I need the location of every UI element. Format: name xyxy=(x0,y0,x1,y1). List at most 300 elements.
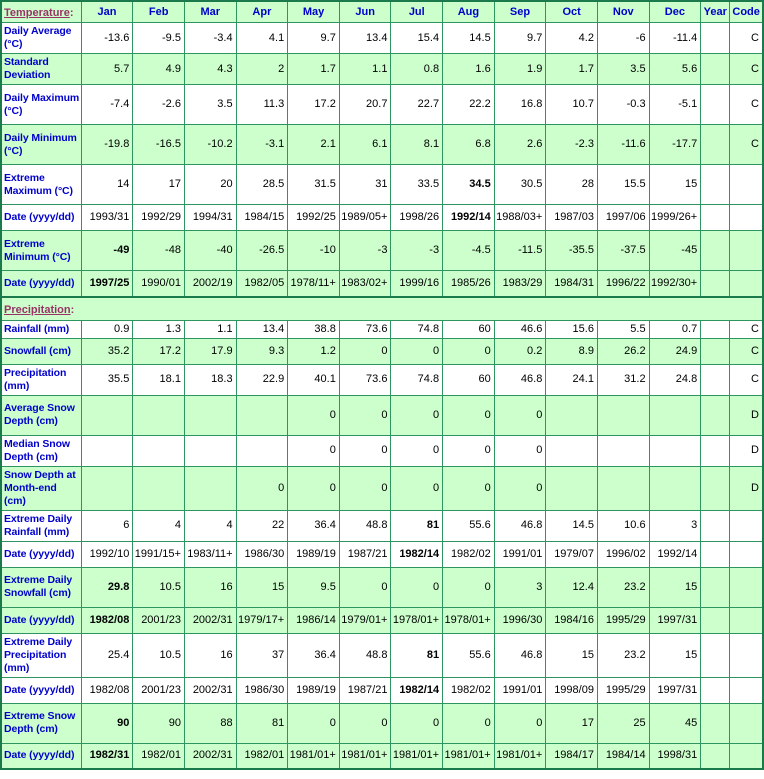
value-cell-feb: 1992/29 xyxy=(133,205,185,231)
code-cell xyxy=(730,607,763,633)
value-cell-jul: 22.7 xyxy=(391,85,443,125)
value-cell-may: 1978/11+ xyxy=(288,271,340,297)
value-cell-oct: -2.3 xyxy=(546,125,598,165)
value-cell-may: -10 xyxy=(288,231,340,271)
value-cell-nov: 1996/22 xyxy=(597,271,649,297)
year-cell xyxy=(701,743,730,769)
code-cell: C xyxy=(730,85,763,125)
value-cell-jan: 29.8 xyxy=(81,567,133,607)
value-cell-jan: 5.7 xyxy=(81,54,133,85)
row-label: Extreme Snow Depth (cm) xyxy=(1,703,81,743)
code-cell: D xyxy=(730,395,763,435)
table-row xyxy=(1,677,763,703)
code-cell: C xyxy=(730,364,763,395)
value-cell-aug: -4.5 xyxy=(443,231,495,271)
value-cell-oct: 4.2 xyxy=(546,23,598,54)
month-header-jan: Jan xyxy=(81,1,133,23)
value-cell-jun: 73.6 xyxy=(339,364,391,395)
table-row xyxy=(1,165,763,205)
value-cell-jun: 1987/21 xyxy=(339,541,391,567)
month-header-oct: Oct xyxy=(546,1,598,23)
value-cell-feb: 1.3 xyxy=(133,320,185,338)
value-cell-may: 0 xyxy=(288,703,340,743)
value-cell-feb: 17 xyxy=(133,165,185,205)
year-cell xyxy=(701,271,730,297)
value-cell-dec: 15 xyxy=(649,633,701,677)
value-cell-jan: -13.6 xyxy=(81,23,133,54)
value-cell-jun: 0 xyxy=(339,435,391,466)
value-cell-jul: 1978/01+ xyxy=(391,607,443,633)
value-cell-nov: 1997/06 xyxy=(597,205,649,231)
value-cell-dec: 24.8 xyxy=(649,364,701,395)
value-cell-apr: 4.1 xyxy=(236,23,288,54)
month-header-nov: Nov xyxy=(597,1,649,23)
value-cell-mar xyxy=(184,395,236,435)
value-cell-mar: 4 xyxy=(184,510,236,541)
table-row xyxy=(1,607,763,633)
value-cell-apr: 1986/30 xyxy=(236,541,288,567)
temperature-link[interactable]: Temperature: xyxy=(4,7,74,19)
value-cell-aug: 1982/02 xyxy=(443,677,495,703)
value-cell-apr: -3.1 xyxy=(236,125,288,165)
value-cell-feb: -16.5 xyxy=(133,125,185,165)
year-cell xyxy=(701,85,730,125)
temperature-header-cell xyxy=(1,1,81,23)
month-header-dec: Dec xyxy=(649,1,701,23)
value-cell-oct: 15 xyxy=(546,633,598,677)
value-cell-oct: 1984/31 xyxy=(546,271,598,297)
table-row xyxy=(1,320,763,338)
value-cell-sep: 9.7 xyxy=(494,23,546,54)
value-cell-jun: 0 xyxy=(339,395,391,435)
value-cell-sep: 0 xyxy=(494,703,546,743)
year-cell xyxy=(701,54,730,85)
code-cell: C xyxy=(730,320,763,338)
table-row xyxy=(1,364,763,395)
code-cell xyxy=(730,165,763,205)
table-row xyxy=(1,567,763,607)
value-cell-mar: -40 xyxy=(184,231,236,271)
row-label: Precipitation (mm) xyxy=(1,364,81,395)
value-cell-jul: 8.1 xyxy=(391,125,443,165)
value-cell-may: 1.7 xyxy=(288,54,340,85)
value-cell-nov: 1996/02 xyxy=(597,541,649,567)
value-cell-jul: 74.8 xyxy=(391,320,443,338)
year-cell xyxy=(701,567,730,607)
value-cell-oct: 10.7 xyxy=(546,85,598,125)
value-cell-sep: 1991/01 xyxy=(494,677,546,703)
month-header-apr: Apr xyxy=(236,1,288,23)
value-cell-jul: 81 xyxy=(391,510,443,541)
table-row xyxy=(1,23,763,54)
value-cell-oct xyxy=(546,466,598,510)
value-cell-may: 36.4 xyxy=(288,633,340,677)
value-cell-apr: 22.9 xyxy=(236,364,288,395)
table-row xyxy=(1,743,763,769)
value-cell-mar: 1983/11+ xyxy=(184,541,236,567)
value-cell-jun: 6.1 xyxy=(339,125,391,165)
value-cell-nov xyxy=(597,435,649,466)
value-cell-nov: -11.6 xyxy=(597,125,649,165)
value-cell-jun: 31 xyxy=(339,165,391,205)
code-cell xyxy=(730,677,763,703)
code-cell: C xyxy=(730,125,763,165)
value-cell-sep: 46.6 xyxy=(494,320,546,338)
value-cell-apr: 1979/17+ xyxy=(236,607,288,633)
value-cell-dec: -5.1 xyxy=(649,85,701,125)
value-cell-nov: 3.5 xyxy=(597,54,649,85)
value-cell-nov: 26.2 xyxy=(597,338,649,364)
value-cell-jul: -3 xyxy=(391,231,443,271)
value-cell-nov: 23.2 xyxy=(597,567,649,607)
year-cell xyxy=(701,231,730,271)
row-label: Median Snow Depth (cm) xyxy=(1,435,81,466)
value-cell-sep: 46.8 xyxy=(494,510,546,541)
value-cell-mar: 17.9 xyxy=(184,338,236,364)
value-cell-jun: 1.1 xyxy=(339,54,391,85)
value-cell-aug: 34.5 xyxy=(443,165,495,205)
row-label: Daily Maximum (°C) xyxy=(1,85,81,125)
month-header-sep: Sep xyxy=(494,1,546,23)
value-cell-mar: 16 xyxy=(184,567,236,607)
value-cell-nov: 15.5 xyxy=(597,165,649,205)
value-cell-nov: -37.5 xyxy=(597,231,649,271)
value-cell-aug: 60 xyxy=(443,320,495,338)
table-row xyxy=(1,271,763,297)
value-cell-nov: 10.6 xyxy=(597,510,649,541)
month-header-jun: Jun xyxy=(339,1,391,23)
value-cell-apr: 1984/15 xyxy=(236,205,288,231)
value-cell-sep: 0 xyxy=(494,395,546,435)
value-cell-jun: 0 xyxy=(339,466,391,510)
value-cell-may: 0 xyxy=(288,395,340,435)
value-cell-mar xyxy=(184,435,236,466)
value-cell-apr: 1982/05 xyxy=(236,271,288,297)
year-cell xyxy=(701,435,730,466)
value-cell-sep: -11.5 xyxy=(494,231,546,271)
value-cell-oct xyxy=(546,395,598,435)
value-cell-jun: -3 xyxy=(339,231,391,271)
year-cell xyxy=(701,466,730,510)
table-row xyxy=(1,54,763,85)
value-cell-feb xyxy=(133,435,185,466)
value-cell-sep: 46.8 xyxy=(494,364,546,395)
value-cell-feb: 1982/01 xyxy=(133,743,185,769)
value-cell-dec: 15 xyxy=(649,567,701,607)
value-cell-nov: 25 xyxy=(597,703,649,743)
value-cell-dec: 1999/26+ xyxy=(649,205,701,231)
value-cell-jul: 1999/16 xyxy=(391,271,443,297)
year-cell xyxy=(701,541,730,567)
value-cell-apr xyxy=(236,395,288,435)
value-cell-dec: 1992/30+ xyxy=(649,271,701,297)
year-cell xyxy=(701,395,730,435)
month-header-jul: Jul xyxy=(391,1,443,23)
value-cell-apr: 13.4 xyxy=(236,320,288,338)
value-cell-mar: 2002/31 xyxy=(184,607,236,633)
table-row xyxy=(1,633,763,677)
value-cell-apr: 28.5 xyxy=(236,165,288,205)
row-label: Date (yyyy/dd) xyxy=(1,743,81,769)
row-label: Snow Depth at Month-end (cm) xyxy=(1,466,81,510)
value-cell-jun: 1989/05+ xyxy=(339,205,391,231)
value-cell-oct: 14.5 xyxy=(546,510,598,541)
value-cell-dec xyxy=(649,466,701,510)
row-label: Standard Deviation xyxy=(1,54,81,85)
table-row xyxy=(1,466,763,510)
value-cell-may: 2.1 xyxy=(288,125,340,165)
value-cell-may: 31.5 xyxy=(288,165,340,205)
value-cell-nov: 31.2 xyxy=(597,364,649,395)
value-cell-apr: -26.5 xyxy=(236,231,288,271)
precipitation-link[interactable]: Precipitation: xyxy=(4,303,75,316)
code-cell xyxy=(730,703,763,743)
value-cell-feb: 2001/23 xyxy=(133,677,185,703)
code-cell: D xyxy=(730,435,763,466)
row-label: Average Snow Depth (cm) xyxy=(1,395,81,435)
value-cell-feb: -48 xyxy=(133,231,185,271)
row-label: Date (yyyy/dd) xyxy=(1,607,81,633)
value-cell-mar: 3.5 xyxy=(184,85,236,125)
value-cell-dec: 0.7 xyxy=(649,320,701,338)
value-cell-sep: 0.2 xyxy=(494,338,546,364)
value-cell-feb: 10.5 xyxy=(133,633,185,677)
row-label: Snowfall (cm) xyxy=(1,338,81,364)
value-cell-mar: 1.1 xyxy=(184,320,236,338)
value-cell-mar: 2002/31 xyxy=(184,677,236,703)
value-cell-dec: 45 xyxy=(649,703,701,743)
value-cell-sep: 46.8 xyxy=(494,633,546,677)
value-cell-aug: 22.2 xyxy=(443,85,495,125)
value-cell-jan: 6 xyxy=(81,510,133,541)
value-cell-aug: 0 xyxy=(443,338,495,364)
value-cell-nov: 5.5 xyxy=(597,320,649,338)
value-cell-aug: 0 xyxy=(443,567,495,607)
value-cell-apr xyxy=(236,435,288,466)
value-cell-apr: 37 xyxy=(236,633,288,677)
value-cell-feb: -2.6 xyxy=(133,85,185,125)
value-cell-dec: 1992/14 xyxy=(649,541,701,567)
value-cell-jan: -7.4 xyxy=(81,85,133,125)
value-cell-apr: 1986/30 xyxy=(236,677,288,703)
value-cell-aug: 0 xyxy=(443,435,495,466)
value-cell-sep: 1.9 xyxy=(494,54,546,85)
month-header-mar: Mar xyxy=(184,1,236,23)
value-cell-oct: 1979/07 xyxy=(546,541,598,567)
year-header: Year xyxy=(701,1,730,23)
table-row xyxy=(1,435,763,466)
value-cell-jun: 73.6 xyxy=(339,320,391,338)
value-cell-dec: -17.7 xyxy=(649,125,701,165)
value-cell-jan: 1997/25 xyxy=(81,271,133,297)
value-cell-oct: 1984/17 xyxy=(546,743,598,769)
value-cell-sep: 1981/01+ xyxy=(494,743,546,769)
table-row xyxy=(1,395,763,435)
value-cell-may: 0 xyxy=(288,466,340,510)
row-label: Extreme Maximum (°C) xyxy=(1,165,81,205)
value-cell-jun: 48.8 xyxy=(339,510,391,541)
value-cell-apr: 22 xyxy=(236,510,288,541)
value-cell-aug: 0 xyxy=(443,466,495,510)
value-cell-apr: 9.3 xyxy=(236,338,288,364)
year-cell xyxy=(701,364,730,395)
value-cell-jun: 0 xyxy=(339,338,391,364)
year-cell xyxy=(701,125,730,165)
year-cell xyxy=(701,633,730,677)
value-cell-may: 36.4 xyxy=(288,510,340,541)
value-cell-nov xyxy=(597,466,649,510)
value-cell-nov: 1995/29 xyxy=(597,677,649,703)
value-cell-sep: 1991/01 xyxy=(494,541,546,567)
value-cell-nov xyxy=(597,395,649,435)
value-cell-may: 1992/25 xyxy=(288,205,340,231)
value-cell-jan: -49 xyxy=(81,231,133,271)
value-cell-feb: 4 xyxy=(133,510,185,541)
row-label: Extreme Daily Rainfall (mm) xyxy=(1,510,81,541)
value-cell-jul: 1982/14 xyxy=(391,541,443,567)
value-cell-apr: 11.3 xyxy=(236,85,288,125)
value-cell-may: 0 xyxy=(288,435,340,466)
value-cell-jul: 0 xyxy=(391,435,443,466)
table-row xyxy=(1,510,763,541)
code-cell: C xyxy=(730,54,763,85)
value-cell-oct: 12.4 xyxy=(546,567,598,607)
value-cell-jul: 1998/26 xyxy=(391,205,443,231)
value-cell-aug: 1992/14 xyxy=(443,205,495,231)
year-cell xyxy=(701,607,730,633)
value-cell-aug: 60 xyxy=(443,364,495,395)
value-cell-aug: 1982/02 xyxy=(443,541,495,567)
value-cell-may: 1989/19 xyxy=(288,541,340,567)
value-cell-dec: 3 xyxy=(649,510,701,541)
value-cell-may: 9.7 xyxy=(288,23,340,54)
month-header-feb: Feb xyxy=(133,1,185,23)
value-cell-aug: 0 xyxy=(443,703,495,743)
value-cell-feb xyxy=(133,466,185,510)
row-label: Extreme Daily Snowfall (cm) xyxy=(1,567,81,607)
value-cell-oct: -35.5 xyxy=(546,231,598,271)
year-cell xyxy=(701,510,730,541)
table-header xyxy=(1,1,763,23)
table-row xyxy=(1,338,763,364)
month-header-aug: Aug xyxy=(443,1,495,23)
value-cell-apr: 0 xyxy=(236,466,288,510)
value-cell-jul: 0 xyxy=(391,703,443,743)
value-cell-sep: 1988/03+ xyxy=(494,205,546,231)
value-cell-jul: 1981/01+ xyxy=(391,743,443,769)
value-cell-mar xyxy=(184,466,236,510)
value-cell-oct xyxy=(546,435,598,466)
code-cell xyxy=(730,743,763,769)
value-cell-feb: 18.1 xyxy=(133,364,185,395)
value-cell-dec: 1997/31 xyxy=(649,607,701,633)
value-cell-mar: 4.3 xyxy=(184,54,236,85)
value-cell-jul: 0 xyxy=(391,567,443,607)
value-cell-feb: 2001/23 xyxy=(133,607,185,633)
value-cell-feb: 1991/15+ xyxy=(133,541,185,567)
value-cell-sep: 16.8 xyxy=(494,85,546,125)
value-cell-jun: 48.8 xyxy=(339,633,391,677)
value-cell-mar: 18.3 xyxy=(184,364,236,395)
value-cell-dec: 1998/31 xyxy=(649,743,701,769)
value-cell-nov: 1984/14 xyxy=(597,743,649,769)
value-cell-may: 1981/01+ xyxy=(288,743,340,769)
value-cell-jul: 81 xyxy=(391,633,443,677)
month-header-may: May xyxy=(288,1,340,23)
value-cell-dec: 1997/31 xyxy=(649,677,701,703)
value-cell-apr: 15 xyxy=(236,567,288,607)
value-cell-feb: 4.9 xyxy=(133,54,185,85)
value-cell-may: 1989/19 xyxy=(288,677,340,703)
table-row xyxy=(1,205,763,231)
value-cell-jul: 0.8 xyxy=(391,54,443,85)
table-row xyxy=(1,703,763,743)
code-cell: C xyxy=(730,23,763,54)
value-cell-oct: 1998/09 xyxy=(546,677,598,703)
row-label: Date (yyyy/dd) xyxy=(1,271,81,297)
code-cell xyxy=(730,231,763,271)
value-cell-nov: -6 xyxy=(597,23,649,54)
value-cell-oct: 28 xyxy=(546,165,598,205)
table-row xyxy=(1,125,763,165)
value-cell-oct: 8.9 xyxy=(546,338,598,364)
value-cell-feb xyxy=(133,395,185,435)
code-cell xyxy=(730,205,763,231)
year-cell xyxy=(701,320,730,338)
table-row xyxy=(1,85,763,125)
value-cell-mar: 1994/31 xyxy=(184,205,236,231)
row-label: Date (yyyy/dd) xyxy=(1,541,81,567)
value-cell-feb: 1990/01 xyxy=(133,271,185,297)
code-header: Code xyxy=(730,1,763,23)
code-cell xyxy=(730,271,763,297)
row-label: Extreme Minimum (°C) xyxy=(1,231,81,271)
value-cell-oct: 15.6 xyxy=(546,320,598,338)
table-row xyxy=(1,231,763,271)
value-cell-feb: 90 xyxy=(133,703,185,743)
value-cell-jan: 1982/08 xyxy=(81,607,133,633)
value-cell-may: 1986/14 xyxy=(288,607,340,633)
value-cell-sep: 2.6 xyxy=(494,125,546,165)
value-cell-mar: -10.2 xyxy=(184,125,236,165)
value-cell-aug: 55.6 xyxy=(443,633,495,677)
value-cell-aug: 55.6 xyxy=(443,510,495,541)
value-cell-aug: 1981/01+ xyxy=(443,743,495,769)
value-cell-mar: 2002/31 xyxy=(184,743,236,769)
code-cell xyxy=(730,567,763,607)
value-cell-jun: 1983/02+ xyxy=(339,271,391,297)
value-cell-oct: 1984/16 xyxy=(546,607,598,633)
value-cell-aug: 1985/26 xyxy=(443,271,495,297)
value-cell-feb: 17.2 xyxy=(133,338,185,364)
value-cell-jun: 20.7 xyxy=(339,85,391,125)
value-cell-jan: 25.4 xyxy=(81,633,133,677)
value-cell-sep: 3 xyxy=(494,567,546,607)
year-cell xyxy=(701,205,730,231)
row-label: Daily Average (°C) xyxy=(1,23,81,54)
value-cell-apr: 81 xyxy=(236,703,288,743)
value-cell-dec: -45 xyxy=(649,231,701,271)
value-cell-may: 1.2 xyxy=(288,338,340,364)
value-cell-nov: 1995/29 xyxy=(597,607,649,633)
code-cell xyxy=(730,633,763,677)
value-cell-may: 38.8 xyxy=(288,320,340,338)
row-label: Daily Minimum (°C) xyxy=(1,125,81,165)
value-cell-mar: 88 xyxy=(184,703,236,743)
value-cell-jan: 1993/31 xyxy=(81,205,133,231)
value-cell-jun: 13.4 xyxy=(339,23,391,54)
year-cell xyxy=(701,677,730,703)
